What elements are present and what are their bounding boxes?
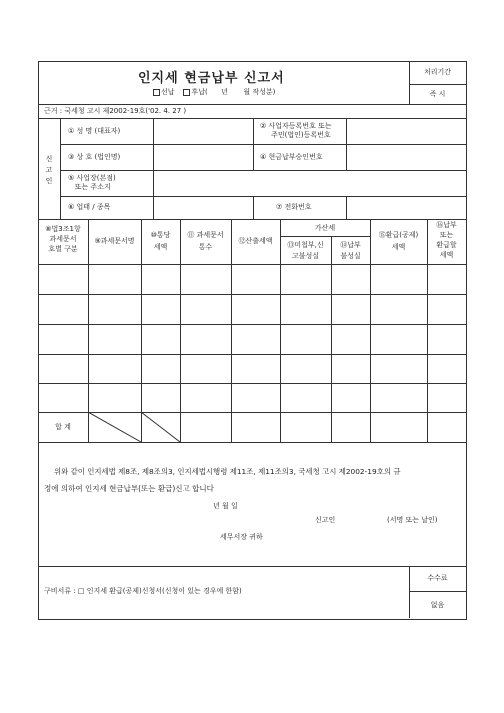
declaration-date: 년 월 일: [213, 502, 238, 510]
declarant-signature-label: 신고인: [315, 516, 336, 524]
table-row[interactable]: [39, 325, 465, 353]
declarant-section-label: 신 고 인: [45, 155, 53, 185]
col-computed-tax-header: ⑫산출세액: [238, 237, 273, 245]
business-type-label: ⑥ 업태 / 종목: [68, 203, 111, 211]
row1-col-b: [253, 118, 254, 170]
col-unfiled-penalty-header: ⑬미첩부,신 고불성실: [287, 241, 324, 260]
processing-divider: [409, 84, 466, 85]
col-document-name-header: ⑨과세문서명: [94, 237, 135, 245]
phone-label: ⑦ 전화번호: [276, 203, 312, 211]
col-late-payment-header: ⑭납부 불성실: [340, 241, 361, 260]
addtax-divider: [280, 236, 370, 237]
col-payable-header: ⑯납부 또는 환급할 세액: [436, 221, 457, 259]
name-label: ① 성 명 (대표자): [68, 127, 121, 135]
trade-name-input[interactable]: [154, 145, 252, 169]
submission-options: 선납 후납( 년 월 작성분): [153, 88, 275, 97]
table-row[interactable]: [39, 355, 465, 382]
registration-number-input[interactable]: [347, 119, 465, 143]
col-refund-header: ⑮환급(공제) 세액: [378, 231, 419, 251]
business-type-input[interactable]: [154, 197, 252, 218]
declaration-line-2: 정에 의하여 인지세 현금납부(또는 환급)신고 합니다: [44, 484, 214, 493]
fee-divider: [409, 591, 466, 592]
col-unit-tax-header: ⑩통당 세액: [150, 231, 171, 251]
row4-col-b: [253, 196, 254, 219]
fee-label: 수수료: [427, 574, 448, 582]
col-document-class-header: ⑧법3조1항 과세문서 호별 구분: [45, 225, 81, 253]
total-label: 합 계: [55, 423, 71, 431]
declarant-label-divider: [60, 118, 61, 219]
table-row[interactable]: [39, 295, 465, 323]
processing-period-label: 처리기간: [423, 68, 452, 76]
table-row[interactable]: [39, 384, 465, 411]
signature-instruction: (서명 또는 날인): [387, 516, 438, 524]
line-footer-top: [38, 566, 466, 567]
line-table-bottom: [38, 442, 466, 443]
col-document-count-header: ⑪ 과세문서 통수: [187, 231, 224, 251]
fee-value: 없음: [430, 601, 445, 609]
address-label: ⑤ 사업장(본점) 또는 주소지: [68, 174, 116, 191]
addressee: 세무서장 귀하: [220, 533, 263, 541]
total-row-diagonals: [88, 412, 181, 442]
required-documents: 구비서류 : □ 인지세 환급(공제)신청서(신청이 있는 경우에 한함): [44, 587, 242, 595]
approval-number-input[interactable]: [347, 145, 465, 169]
name-input[interactable]: [154, 119, 252, 143]
processing-period-value: 즉 시: [429, 90, 446, 98]
approval-number-label: ④ 현금납부승인번호: [260, 153, 323, 161]
additional-tax-header: 가산세: [314, 224, 336, 232]
form-title: 인지세 현금납부 신고서: [138, 71, 285, 86]
late-checkbox[interactable]: [183, 89, 190, 96]
line-basis-top: [38, 104, 466, 105]
registration-number-label: ② 사업자등록번호 또는 주민(법인)등록번호: [260, 122, 332, 139]
early-checkbox[interactable]: [153, 89, 160, 96]
line-table-top: [38, 219, 466, 220]
table-row[interactable]: [39, 265, 465, 293]
basis-text: 근거 : 국세청 고시 제2002-19호('02. 4. 27 ): [44, 107, 187, 115]
phone-input[interactable]: [347, 197, 465, 218]
declaration-line-1: 위와 같이 인지세법 제8조, 제8조의3, 인지세법시행령 제11조, 제11조의3, 국세청 고시 제2002-19호의 규: [54, 467, 401, 476]
trade-name-label: ③ 상 호 (법인명): [68, 153, 121, 161]
address-input[interactable]: [154, 171, 465, 195]
